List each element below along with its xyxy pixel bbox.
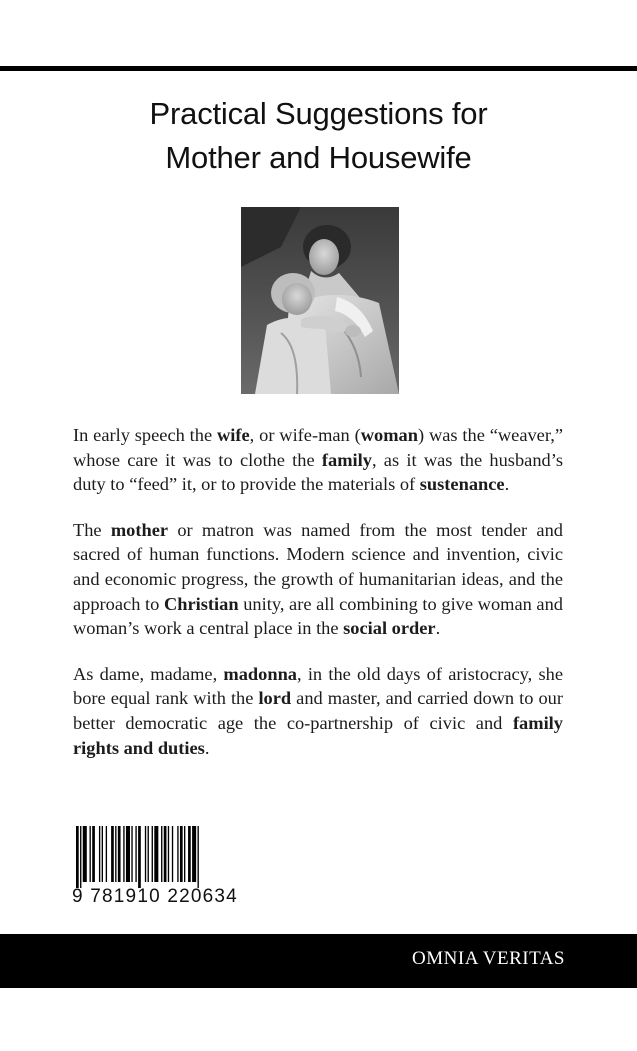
publisher-band: [0, 934, 637, 988]
barcode-bar: [192, 826, 196, 882]
barcode-bar: [145, 826, 146, 882]
barcode-bar: [152, 826, 153, 882]
bold-term: family rights and duties: [73, 712, 563, 758]
barcode-bar: [99, 826, 100, 882]
text-run: , as it was the husband’s duty to “feed” it, or to provide the materials of: [73, 449, 563, 495]
bold-term: woman: [360, 425, 418, 445]
paragraph-3: [73, 662, 563, 760]
back-cover-blurb: [73, 423, 563, 781]
barcode-bar: [138, 826, 141, 888]
barcode-bar: [184, 826, 185, 882]
text-run: , or wife-man (: [249, 425, 361, 445]
text-run: unity, are all combining to give woman and woman’s work a central place in the: [73, 593, 563, 639]
text-run: ) was the “weaver,” whose care it was to clothe the: [73, 425, 563, 470]
top-rule: [0, 66, 637, 71]
barcode-bar: [80, 826, 81, 888]
bold-term: wife: [216, 425, 250, 445]
text-run: or matron was named from the most tender and sacred of human functions. Modern science and invention, civic and economic progress, the growth of humanitarian ideas, and the approach to: [73, 519, 563, 614]
barcode-bar: [92, 826, 95, 882]
barcode-bar: [164, 826, 167, 882]
isbn-barcode: [72, 826, 252, 916]
text-run: In early speech the: [73, 425, 217, 445]
barcode-bar: [154, 826, 158, 882]
book-title: [0, 92, 637, 180]
barcode-bar: [177, 826, 178, 882]
barcode-bar: [123, 826, 124, 882]
paragraph-1: [73, 423, 563, 497]
barcode-bar: [168, 826, 169, 882]
isbn-number: 9 781910 220634: [72, 886, 238, 907]
barcode-bar: [131, 826, 132, 882]
barcode-bar: [118, 826, 121, 882]
barcode-bar: [148, 826, 149, 882]
text-run: As dame, madame,: [73, 663, 224, 684]
title-line-1: Practical Suggestions for: [149, 96, 488, 131]
barcode-bar: [102, 826, 103, 882]
mother-child-painting: [241, 207, 399, 394]
bold-term: madonna: [223, 663, 297, 684]
barcode-bar: [172, 826, 173, 882]
barcode-bar: [161, 826, 162, 882]
text-run: .: [204, 737, 210, 758]
bold-term: Christian: [163, 593, 239, 614]
barcode-bar: [90, 826, 91, 882]
barcode-bar: [106, 826, 107, 882]
text-run: .: [435, 618, 441, 639]
paragraph-2: [73, 518, 563, 641]
barcode-bar: [198, 826, 199, 888]
text-run: The: [73, 519, 111, 540]
text-run: .: [504, 474, 510, 495]
barcode-bar: [126, 826, 130, 882]
bold-term: mother: [110, 519, 169, 540]
title-line-2: Mother and Housewife: [165, 140, 472, 175]
publisher-logo: OMNIA VERITAS: [412, 948, 565, 969]
bold-term: sustenance: [419, 474, 505, 495]
cover-illustration: [241, 207, 399, 394]
bold-term: family: [321, 449, 372, 470]
barcode-bar: [83, 826, 87, 882]
bold-term: lord: [258, 688, 292, 709]
text-run: , in the old days of aristocracy, she bore equal rank with the: [73, 663, 563, 709]
bold-term: social order: [343, 618, 436, 639]
barcode-bar: [188, 826, 191, 882]
text-run: and master, and carried down to our better democratic age the co-partnership of civic and: [73, 688, 563, 733]
barcode-bar: [111, 826, 114, 882]
barcode-bar: [76, 826, 79, 888]
barcode-bars: [72, 826, 252, 888]
barcode-bar: [180, 826, 183, 882]
barcode-bar: [115, 826, 116, 882]
barcode-bar: [135, 826, 136, 882]
